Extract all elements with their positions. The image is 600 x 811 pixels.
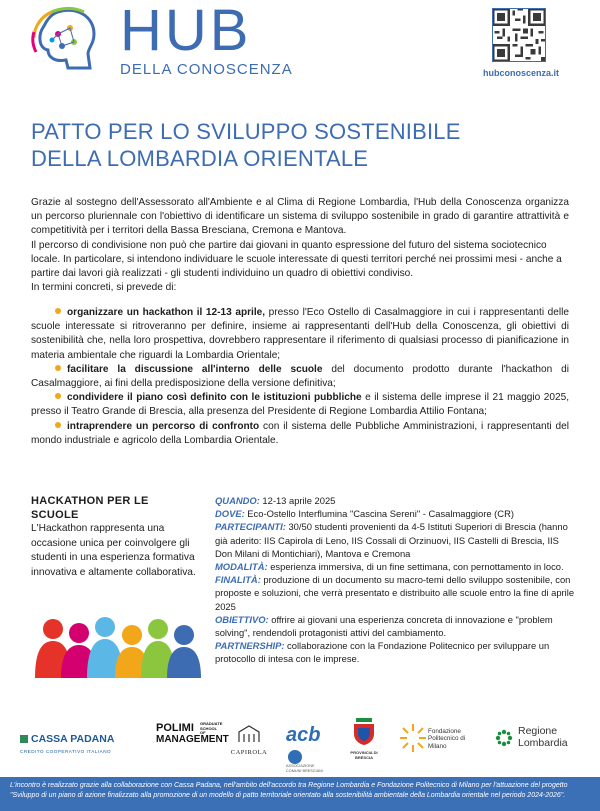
- page-title: [31, 118, 571, 172]
- cassa-padana-logo: [20, 730, 120, 754]
- sponsor-name: CAPIROLA: [230, 749, 268, 756]
- bullet-dot-icon: [55, 393, 61, 399]
- bullet-bold-text: intraprendere un percorso di confronto: [67, 420, 260, 432]
- detail-value: Eco-Ostello Interflumina "Cascina Sereni" - Casalmaggiore (CR): [244, 508, 514, 520]
- sponsor-name: POLIMI: [156, 722, 194, 734]
- acb-emblem-icon: [288, 750, 302, 764]
- detail-value: esperienza immersiva, di un fine settimana, con pernottamento in loco.: [267, 561, 564, 573]
- sponsor-name: CASSA PADANA: [31, 732, 115, 745]
- detail-label: FINALITÀ:: [215, 574, 261, 586]
- detail-label: DOVE:: [215, 508, 245, 520]
- sponsor-subtitle: ASSOCIAZIONE COMUNI BRESCIANI: [286, 764, 323, 773]
- sponsor-subtitle: GRADUATE SCHOOL OF: [200, 721, 223, 735]
- bullet-bold-text: facilitare la discussione all'interno delle scuole: [67, 363, 323, 375]
- sponsor-name: MANAGEMENT: [156, 734, 229, 745]
- bullet-text: con il sistema delle Pubbliche Amministrazioni, i rappresentanti del mondo industriale e agricolo della Lombardia Orientale.: [31, 420, 569, 446]
- bullet-bold-text: condividere il piano così definito con le istituzioni pubbliche: [67, 392, 362, 404]
- detail-label: MODALITÀ:: [215, 561, 268, 573]
- polimi-logo: [156, 721, 229, 746]
- event-details: [215, 494, 575, 666]
- detail-label: PARTECIPANTI:: [215, 521, 286, 533]
- capirola-logo: [226, 724, 272, 756]
- qr-code-icon[interactable]: [492, 8, 546, 62]
- sponsor-logos: [18, 714, 584, 773]
- list-item: [31, 391, 569, 419]
- detail-label: OBIETTIVO:: [215, 613, 269, 625]
- detail-value: produzione di un documento su macro-temi dello sviluppo sostenibile, con proposte e soluzioni, che verrà presentato e distribuito alle scuole entro la fine di aprile 2025: [215, 574, 575, 612]
- intro-paragraph: Il percorso di condivisione non può che partire dai giovani in quanto espressione del futuro del sistema sociotecnico locale. In particolare, si intendono individuare le scuole interessate di questi territori perché nei prossimi mesi - anche a partire dai lavori già realizzati - gli studenti individuino un quadro di obiettivi condiviso.: [31, 239, 562, 280]
- bullet-bold-text: organizzare un hackathon il 12-13 aprile,: [67, 307, 266, 318]
- objectives-list: [31, 306, 569, 448]
- detail-value: 30/50 studenti provenienti da 4-5 Istituti Superiori di Brescia (hanno già aderito: IIS Capirola di Leno, IIS Cossali di Orzinuovi, IIS Castelli di Brescia, IIS Don Milani di Montichiari), Mantova e Cremona: [215, 521, 568, 559]
- detail-value: offrire ai giovani una esperienza concreta di innovazione e "problem solving", rendendoli protagonisti attivi del cambiamento.: [215, 613, 553, 639]
- hackathon-title: HACKATHON PER LE SCUOLE: [31, 495, 149, 521]
- list-item: [31, 363, 569, 391]
- website-link[interactable]: hubconoscenza.it: [482, 68, 559, 78]
- detail-row: [215, 639, 575, 665]
- hackathon-description: L'Hackathon rappresenta una occasione unica per coinvolgere gli studenti in una esperienza formativa innovativa e altamente collaborativa.: [31, 523, 196, 578]
- logo-wordmark: HUB: [120, 0, 252, 63]
- rosa-camuna-icon: [494, 728, 514, 748]
- list-item: [31, 306, 569, 363]
- intro-text: [31, 196, 569, 295]
- detail-label: QUANDO:: [215, 495, 260, 506]
- intro-paragraph: Grazie al sostegno dell'Assessorato all'Ambiente e al Clima di Regione Lombardia, l'Hub della Conoscenza organizza un percorso pluriennale con l'obiettivo di identificare un sistema di sviluppo sostenibile in grado di garantire attrattività e competitività per i territori della Bassa Bresciana, Cremona e Mantova.: [31, 197, 569, 237]
- intro-paragraph: In termini concreti, si prevede di:: [31, 282, 177, 294]
- provincia-logo: [346, 716, 382, 760]
- logo-subtitle: DELLA CONOSCENZA: [120, 61, 293, 78]
- sponsor-name: Regione Lombardia: [518, 725, 568, 749]
- list-item: [31, 420, 569, 448]
- detail-value: collaborazione con la Fondazione Politecnico per sviluppare un protocollo di intesa con le imprese.: [215, 640, 550, 665]
- detail-label: PARTNERSHIP:: [215, 640, 285, 652]
- sponsor-name: acb: [286, 724, 321, 746]
- detail-row: [215, 613, 575, 639]
- title-line: PATTO PER LO SVILUPPO SOSTENIBILE: [31, 119, 461, 144]
- detail-row: [215, 507, 575, 520]
- bullet-text: presso l'Eco Ostello di Casalmaggiore in cui i rappresentanti delle scuole interessate si ritroveranno per definire, insieme ai rappresentanti dell'Hub della Conoscenza, gli obiettivi di sostenibilità che, nella loro prospettiva, dovrebbero rappresentare il riferimento di qualsiasi processo di pianificazione in materia ambientale che riguardi la Lombardia Orientale;: [31, 307, 569, 361]
- bullet-text: e il sistema delle imprese il 21 maggio 2025, presso il Teatro Grande di Brescia, alla presenza del Presidente di Regione Lombardia Attilio Fontana;: [31, 392, 569, 418]
- bullet-dot-icon: [55, 308, 61, 314]
- sunburst-icon: [398, 722, 428, 754]
- footer-text: L'incontro è realizzato grazie alla collaborazione con Cassa Padana, nell'ambito dell'accordo tra Regione Lombardia e Fondazione Politecnico di Milano per l'attuazione del progetto "Sviluppo di un piano di azione finalizzato alla promozione di un modello di patto territoriale orientato alla sostenibilità ambientale della Lombardia orientale nel periodo 2024-2026".: [10, 782, 568, 799]
- detail-row: [215, 520, 575, 560]
- detail-row: [215, 560, 575, 573]
- title-line: DELLA LOMBARDIA ORIENTALE: [31, 146, 369, 171]
- bullet-dot-icon: [55, 422, 61, 428]
- people-silhouettes-icon: [31, 613, 203, 678]
- shield-icon: [352, 716, 376, 746]
- hub-logo-icon: [28, 4, 104, 74]
- acb-logo: [286, 724, 340, 773]
- detail-row: [215, 573, 575, 613]
- detail-value: 12-13 aprile 2025: [259, 495, 336, 506]
- detail-row: [215, 494, 575, 507]
- sponsor-name: Fondazione Politecnico di Milano: [428, 728, 466, 750]
- sponsor-name: PROVINCIA DI BRESCIA: [350, 750, 378, 760]
- capirola-icon: [237, 724, 261, 744]
- bullet-dot-icon: [55, 365, 61, 371]
- cassa-padana-icon: [20, 735, 28, 743]
- bullet-text: del documento prodotto durante l'hackathon di Casalmaggiore, ai fini della predisposizione della versione definitiva;: [31, 363, 569, 390]
- sponsor-subtitle: CREDITO COOPERATIVO ITALIANO: [20, 749, 112, 754]
